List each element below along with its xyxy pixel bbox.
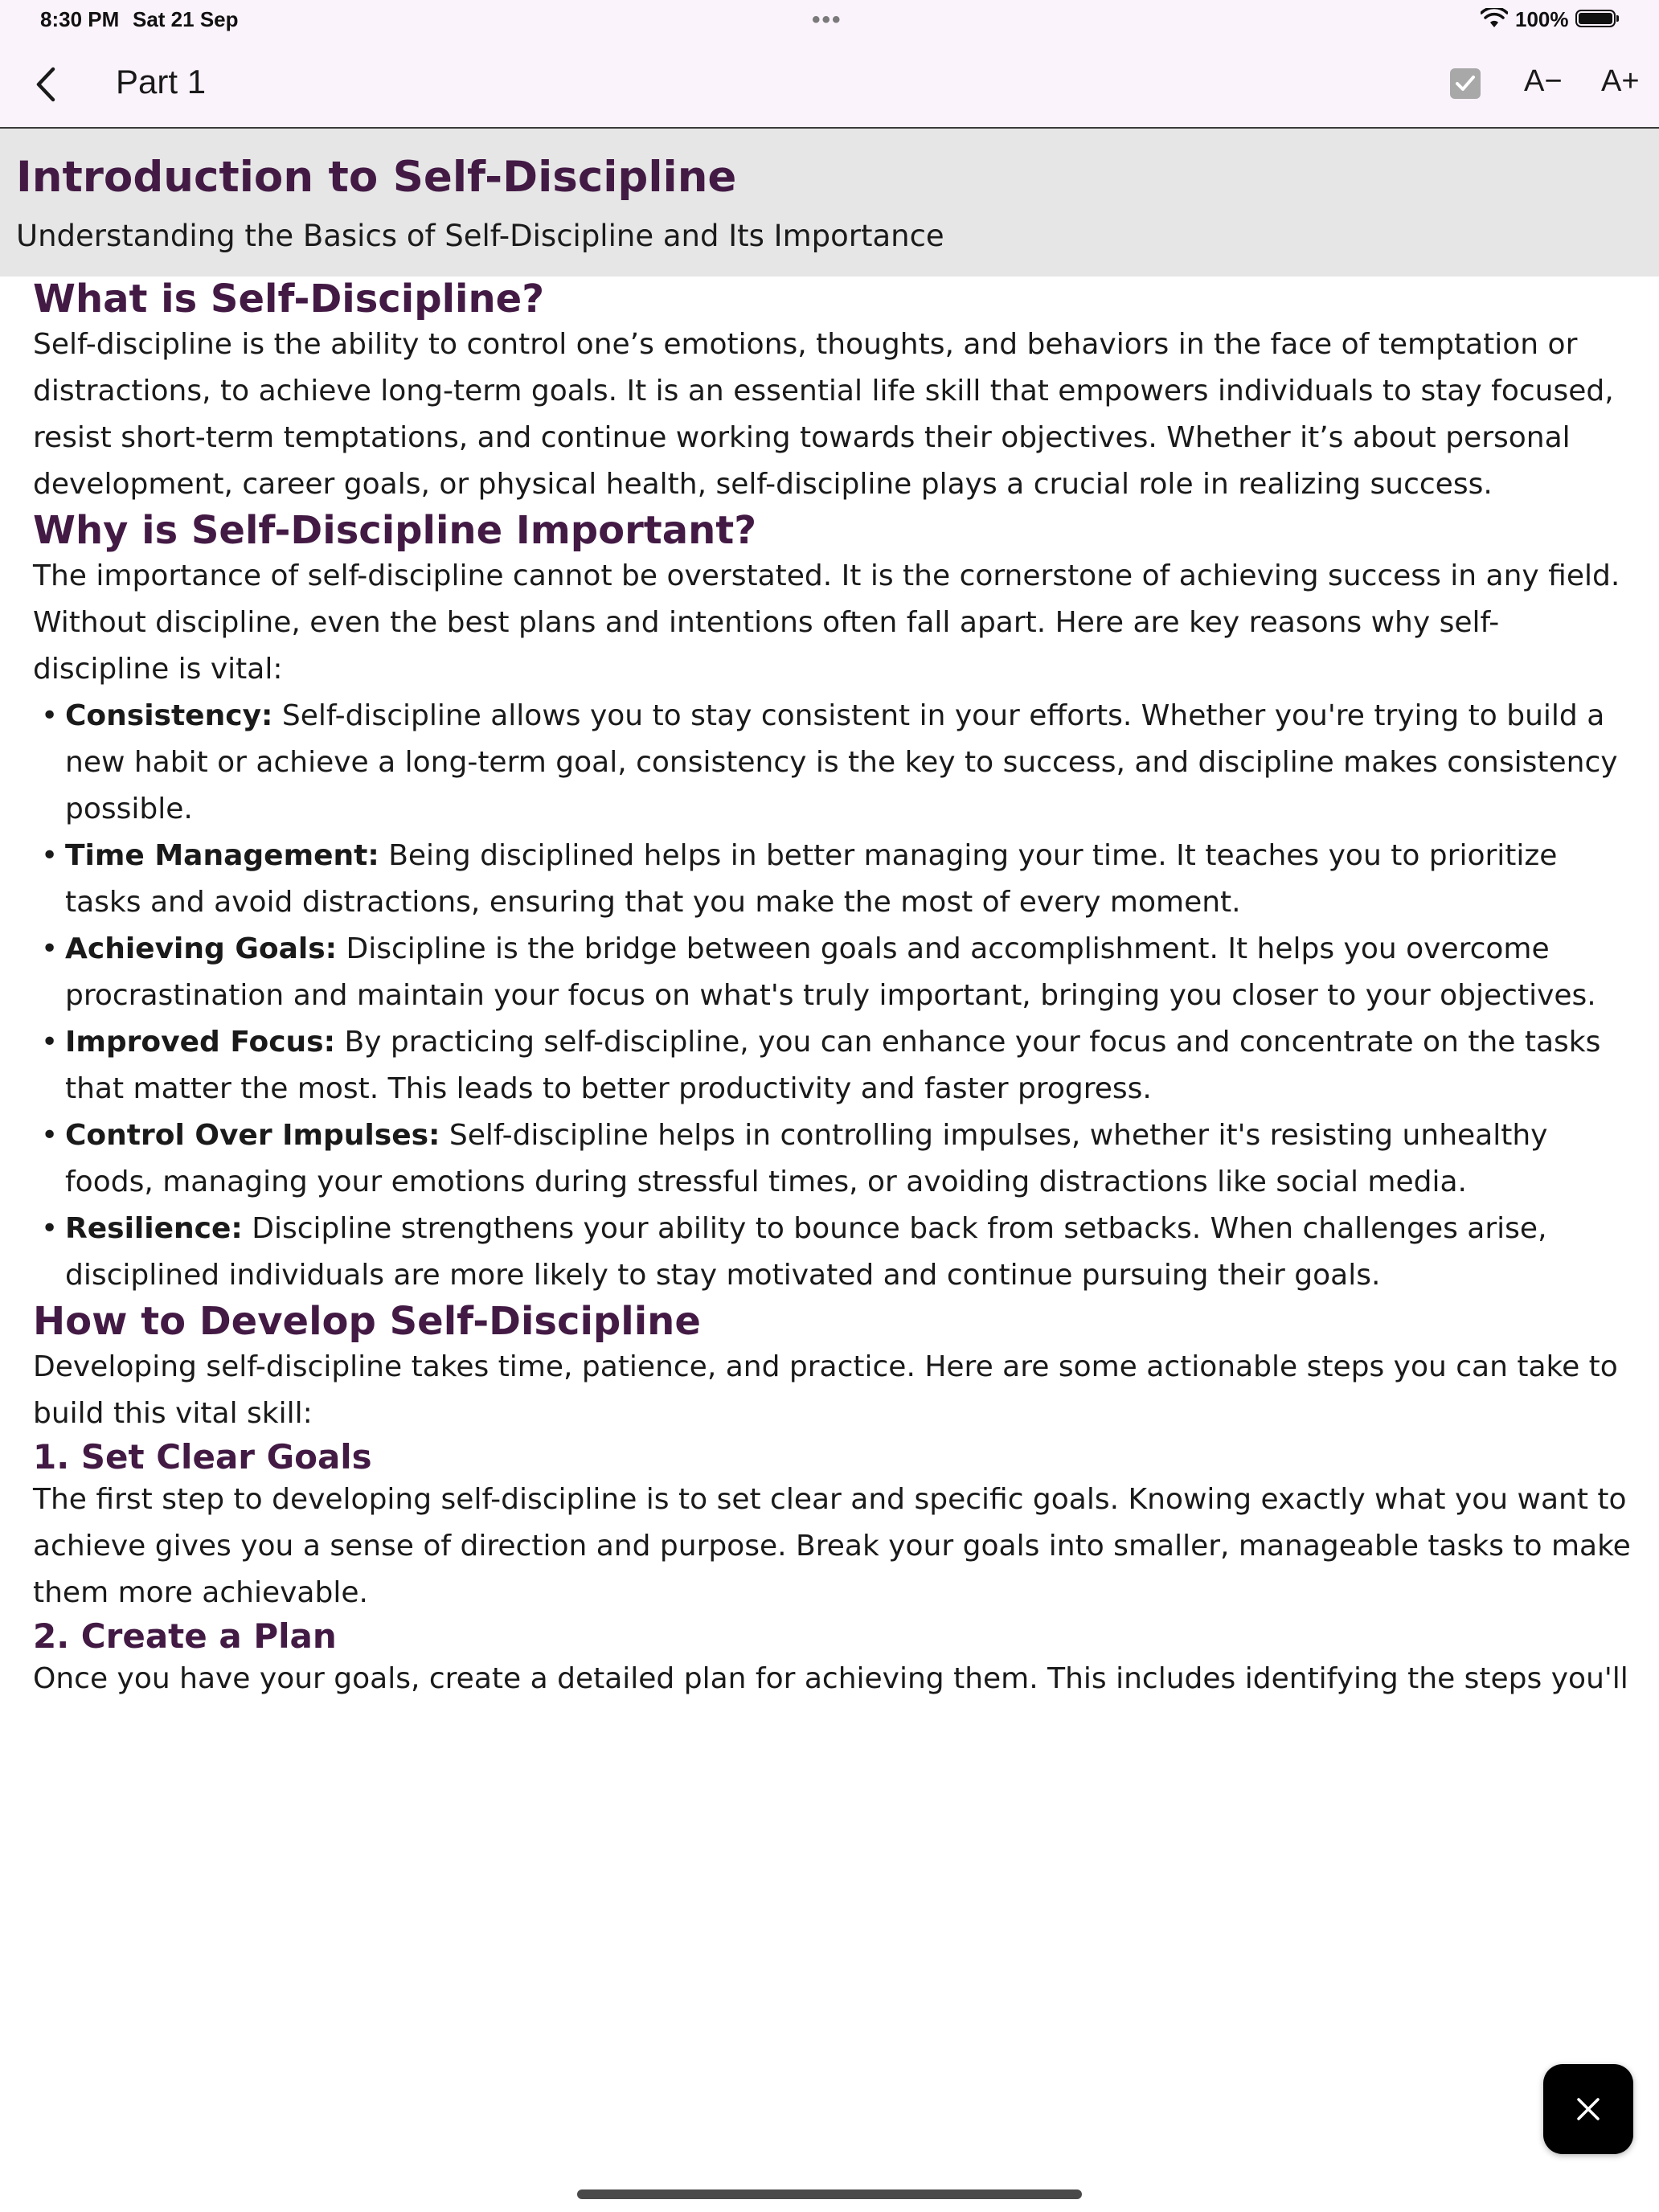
- list-item: [33, 1112, 1632, 1206]
- close-button[interactable]: [1543, 2064, 1633, 2154]
- step-paragraph-goals: The first step to developing self-discipline is to set clear and specific goals. Knowing exactly what you want to achieve gives you a sense of direction and purpose. Break your goals into smaller, manageable tasks to make them more achievable.: [33, 1483, 1631, 1609]
- increase-font-button[interactable]: A+: [1601, 64, 1640, 98]
- list-item-term: Control Over Impulses:: [65, 1119, 440, 1152]
- list-item-text: Discipline strengthens your ability to bounce back from setbacks. When challenges arise, disciplined individuals are more likely to stay motivated and continue pursuing their goals.: [65, 1212, 1547, 1292]
- navigation-bar: [0, 40, 1659, 129]
- status-bar: [0, 0, 1659, 40]
- section-heading-how: How to Develop Self-Discipline: [33, 1299, 701, 1344]
- list-item-text: Self-discipline helps in controlling impulses, whether it's resisting unhealthy foods, managing your emotions during stressful times, or avoiding distractions like social media.: [65, 1119, 1548, 1198]
- close-icon: [1572, 2093, 1604, 2125]
- step-heading-goals: 1. Set Clear Goals: [33, 1437, 372, 1477]
- battery-icon: [1575, 10, 1616, 27]
- article-content: [33, 276, 1632, 1702]
- list-item-term: Achieving Goals:: [65, 932, 338, 965]
- list-item-term: Improved Focus:: [65, 1026, 336, 1059]
- step-heading-plan: 2. Create a Plan: [33, 1616, 337, 1656]
- chapter-header: [0, 129, 1659, 276]
- list-item-text: Self-discipline allows you to stay consistent in your efforts. Whether you're trying to build a new habit or achieve a long-term goal, consistency is the key to success, and discipline makes consistency possible.: [65, 699, 1618, 825]
- bullet-icon: •: [41, 839, 59, 872]
- list-item-text: Discipline is the bridge between goals and accomplishment. It helps you overcome procrastination and maintain your focus on what's truly important, bringing you closer to your objectives.: [65, 932, 1596, 1012]
- list-item: [33, 833, 1632, 926]
- list-item-term: Resilience:: [65, 1212, 243, 1245]
- list-item: [33, 693, 1632, 833]
- section-heading-why: Why is Self-Discipline Important?: [33, 508, 757, 553]
- list-item-term: Consistency:: [65, 699, 273, 732]
- nav-title: Part 1: [116, 63, 207, 100]
- bullet-icon: •: [41, 699, 59, 732]
- list-item-text: Being disciplined helps in better managing your time. It teaches you to prioritize tasks and avoid distractions, ensuring that you make the most of every moment.: [65, 839, 1558, 919]
- multitasking-dots-icon[interactable]: •••: [812, 6, 842, 33]
- list-item: [33, 1019, 1632, 1112]
- home-indicator[interactable]: [577, 2189, 1082, 2199]
- back-button[interactable]: [31, 64, 63, 104]
- list-item-text: By practicing self-discipline, you can enhance your focus and concentrate on the tasks that matter the most. This leads to better productivity and faster progress.: [65, 1026, 1601, 1105]
- importance-list: [33, 693, 1632, 1299]
- list-item-term: Time Management:: [65, 839, 379, 872]
- bullet-icon: •: [41, 1119, 59, 1152]
- list-item: [33, 1206, 1632, 1299]
- status-date: Sat 21 Sep: [133, 7, 239, 31]
- bullet-icon: •: [41, 1026, 59, 1059]
- page-subtitle: Understanding the Basics of Self-Discipline and Its Importance: [16, 219, 944, 253]
- section-paragraph-how: Developing self-discipline takes time, patience, and practice. Here are some actionable steps you can take to build this vital skill:: [33, 1350, 1618, 1430]
- checkbox-checked-icon: [1450, 68, 1481, 99]
- step-paragraph-plan: Once you have your goals, create a detailed plan for achieving them. This includes identifying the steps you'll: [33, 1662, 1628, 1695]
- section-paragraph-why: The importance of self-discipline cannot be overstated. It is the cornerstone of achieving success in any field. Without discipline, even the best plans and intentions often fall apart. Here are key reasons why self-discipline is vital:: [33, 559, 1620, 686]
- bullet-icon: •: [41, 1212, 59, 1245]
- section-paragraph-what: Self-discipline is the ability to control one’s emotions, thoughts, and behaviors in the face of temptation or distractions, to achieve long-term goals. It is an essential life skill that empowers individuals to stay focused, resist short-term temptations, and continue working towards their objectives. Whether it’s about personal development, career goals, or physical health, self-discipline plays a crucial role in realizing success.: [33, 328, 1614, 501]
- page-title: Introduction to Self-Discipline: [16, 153, 737, 202]
- bullet-icon: •: [41, 932, 59, 965]
- list-item: [33, 926, 1632, 1019]
- mark-complete-checkbox[interactable]: [1450, 68, 1481, 99]
- decrease-font-button[interactable]: A−: [1524, 64, 1563, 98]
- battery-percent: 100%: [1515, 7, 1569, 31]
- chevron-left-icon: [31, 64, 63, 104]
- wifi-icon: [1481, 8, 1508, 29]
- status-time: 8:30 PM: [40, 7, 120, 31]
- section-heading-what: What is Self-Discipline?: [33, 276, 545, 322]
